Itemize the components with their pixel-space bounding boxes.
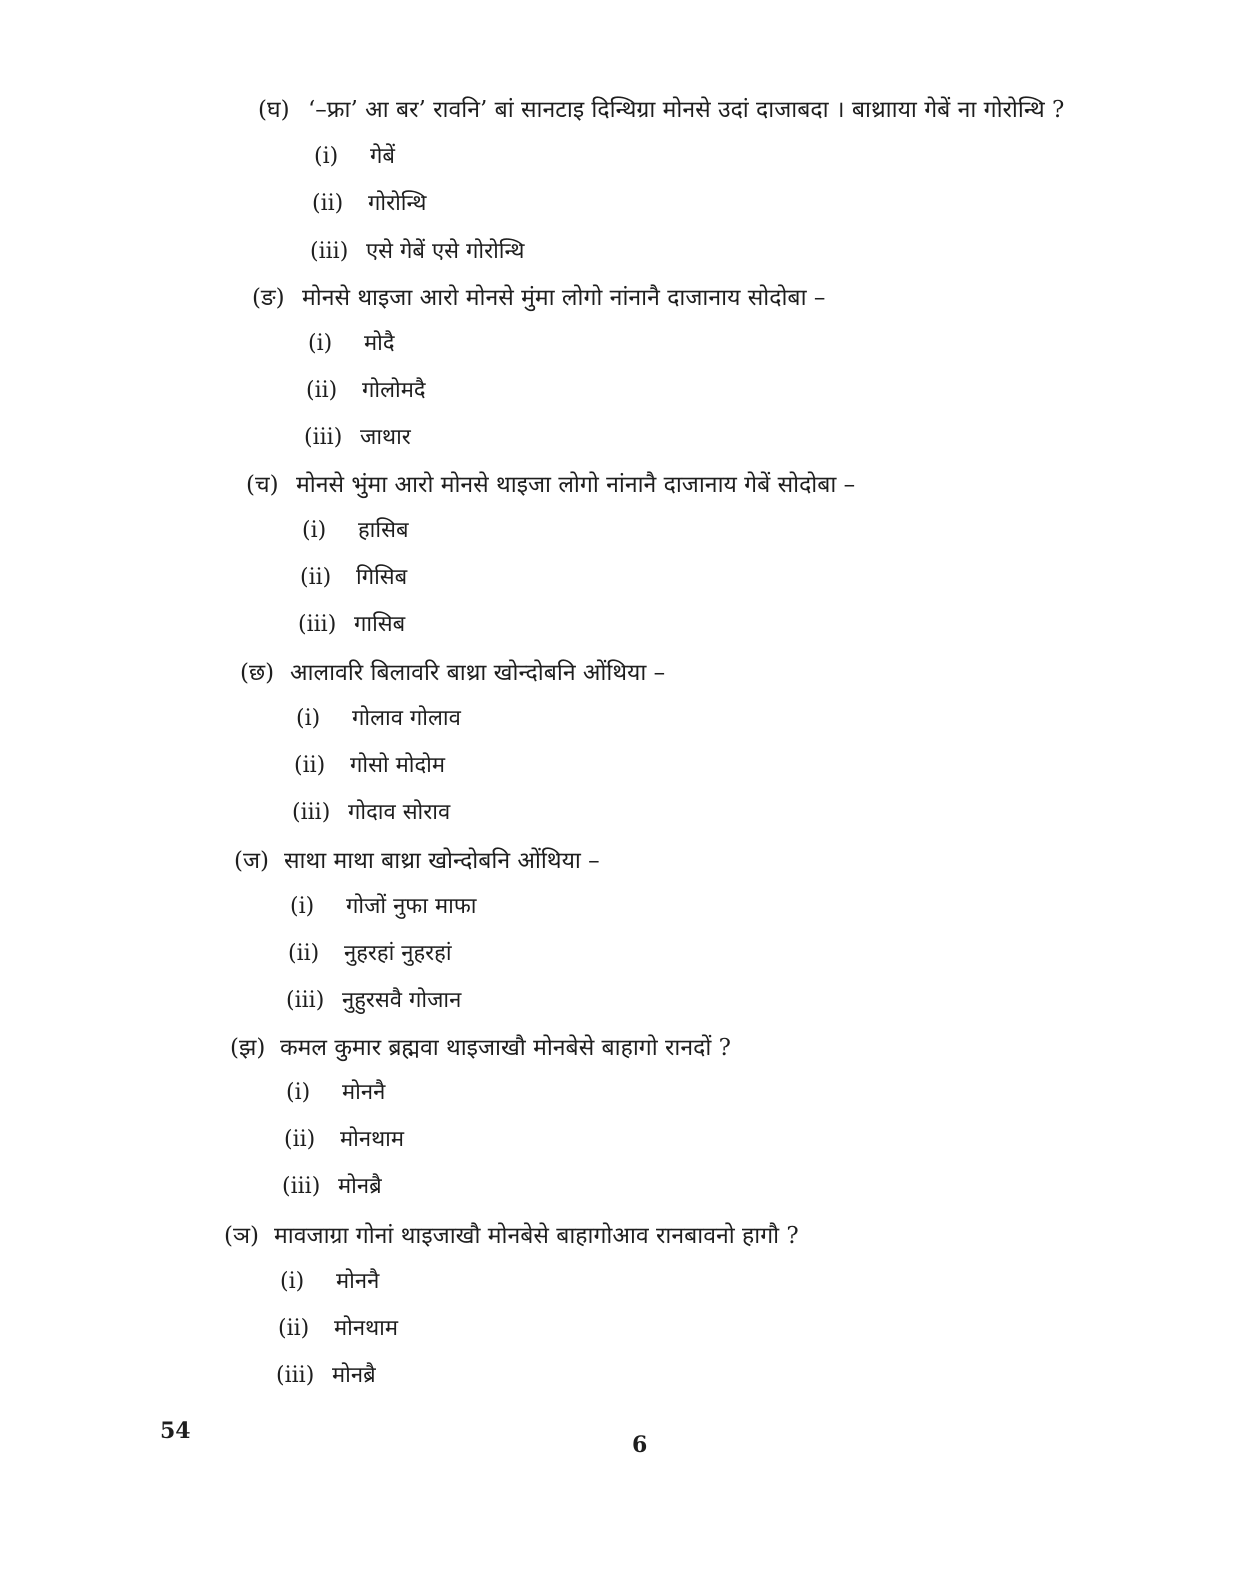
option-text: मोनब्रै	[332, 1363, 376, 1388]
option-text: गोदाव सोराव	[348, 800, 451, 825]
option	[296, 702, 461, 732]
option-numeral: (iii)	[292, 800, 331, 825]
option-text: गोलोमदै	[362, 378, 426, 403]
option	[302, 514, 409, 544]
option-text: मोदै	[364, 331, 395, 356]
option	[276, 1359, 376, 1389]
option-text: गेबें	[370, 144, 395, 169]
option	[308, 327, 395, 357]
option-numeral: (ii)	[300, 565, 332, 590]
question-chha	[240, 655, 665, 687]
question-number: (च)	[246, 472, 279, 498]
option-numeral: (ii)	[294, 753, 326, 778]
option	[298, 608, 405, 638]
question-jha	[230, 1030, 731, 1062]
question-nga	[252, 280, 825, 312]
option-text: मोनथाम	[334, 1316, 398, 1341]
option	[282, 1170, 382, 1200]
question-text: मोनसे भुंमा आरो मोनसे थाइजा लोगो नांनानै दाजानाय गेबें सोदोबा –	[296, 472, 856, 498]
question-number: (झ)	[230, 1035, 266, 1061]
option	[280, 1265, 379, 1295]
option-text: गोलाव गोलाव	[352, 706, 461, 731]
option	[292, 796, 450, 826]
option-numeral: (i)	[280, 1269, 305, 1294]
question-text: साथा माथा बाथ्रा खोन्दोबनि ओंथिया –	[284, 848, 600, 874]
option	[306, 374, 426, 404]
option-numeral: (i)	[314, 144, 339, 169]
option-text: मोनब्रै	[338, 1174, 382, 1199]
option	[286, 1076, 385, 1106]
option-text: गासिब	[354, 612, 406, 637]
question-ja	[234, 843, 600, 875]
option	[314, 140, 395, 170]
option	[310, 235, 524, 265]
option	[312, 187, 426, 217]
question-number: (ज)	[234, 848, 270, 874]
question-text: मावजाग्रा गोनां थाइजाखौ मोनबेसे बाहागोआव रानबावनो हागौ ?	[274, 1223, 799, 1249]
option-text: गिसिब	[356, 565, 408, 590]
question-text: आलावरि बिलावरि बाथ्रा खोन्दोबनि ओंथिया –	[290, 660, 666, 686]
option	[290, 890, 476, 920]
option	[288, 937, 452, 967]
option	[278, 1312, 398, 1342]
question-cha	[246, 467, 855, 499]
option-text: नुहुरसवै गोजान	[342, 988, 462, 1013]
question-gha	[258, 92, 1064, 124]
question-number: (छ)	[240, 660, 275, 686]
question-text: मोनसे थाइजा आरो मोनसे मुंमा लोगो नांनानै दाजानाय सोदोबा –	[302, 285, 826, 311]
option	[284, 1123, 404, 1153]
question-text: ‘–फ्रा’ आ बर’ रावनि’ बां सानटाइ दिन्थिग्रा मोनसे उदां दाजाबदा । बाथ्रााया गेबें ना गोरोन्थि ?	[308, 97, 1065, 123]
option-numeral: (ii)	[288, 941, 320, 966]
option	[300, 561, 407, 591]
option-text: जाथार	[360, 425, 411, 450]
question-nya	[224, 1218, 799, 1250]
option-numeral: (iii)	[304, 425, 343, 450]
option-numeral: (iii)	[286, 988, 325, 1013]
option-numeral: (i)	[286, 1080, 311, 1105]
option-numeral: (i)	[308, 331, 333, 356]
option-numeral: (iii)	[276, 1363, 315, 1388]
question-number: (ङ)	[252, 285, 285, 311]
option-numeral: (ii)	[312, 191, 344, 216]
option-numeral: (i)	[290, 894, 315, 919]
option-numeral: (ii)	[306, 378, 338, 403]
option-text: गोजों नुफा माफा	[346, 894, 477, 919]
option-text: मोनथाम	[340, 1127, 404, 1152]
option-text: गोरोन्थि	[368, 191, 427, 216]
page-number: 6	[632, 1432, 648, 1458]
option-numeral: (i)	[302, 518, 327, 543]
option-numeral: (iii)	[310, 239, 349, 264]
option-numeral: (iii)	[282, 1174, 321, 1199]
option-numeral: (ii)	[278, 1316, 310, 1341]
paper-code: 54	[160, 1418, 191, 1444]
question-number: (ञ)	[224, 1223, 260, 1249]
option-numeral: (iii)	[298, 612, 337, 637]
option	[304, 421, 411, 451]
option-text: मोननै	[342, 1080, 386, 1105]
option-text: नुहरहां नुहरहां	[344, 941, 452, 966]
option-text: हासिब	[358, 518, 409, 543]
option-text: एसे गेबें एसे गोरोन्थि	[366, 239, 525, 264]
option-text: मोननै	[336, 1269, 380, 1294]
question-text: कमल कुमार ब्रह्मवा थाइजाखौ मोनबेसे बाहागो रानदों ?	[280, 1035, 731, 1061]
option	[286, 984, 461, 1014]
option-numeral: (i)	[296, 706, 321, 731]
option-text: गोसो मोदोम	[350, 753, 446, 778]
option	[294, 749, 445, 779]
question-number: (घ)	[258, 97, 290, 123]
option-numeral: (ii)	[284, 1127, 316, 1152]
